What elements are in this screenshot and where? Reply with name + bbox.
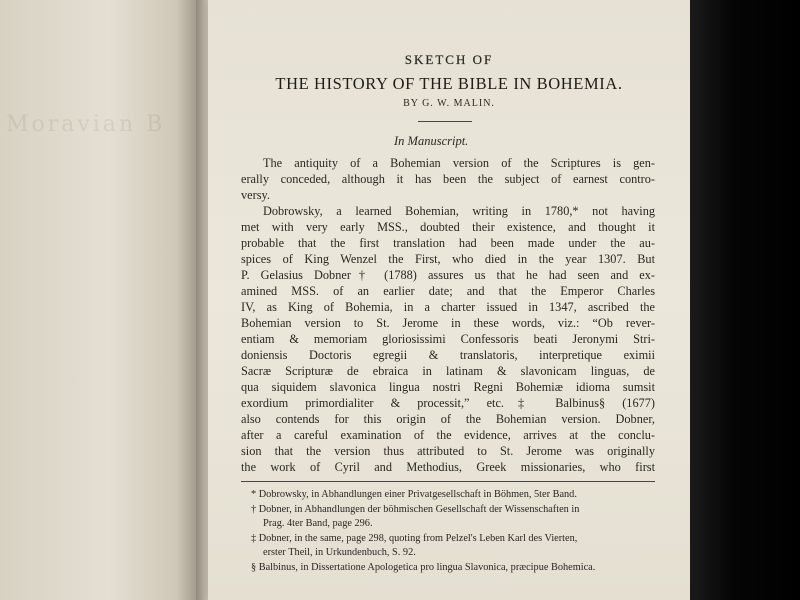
title-kicker: SKETCH OF [404, 52, 494, 67]
body-line: erally conceded, although it has been the subject of earnest contro- [241, 172, 655, 186]
body-line: Bohemian version to St. Jerome in these words, viz.: “Ob rever- [241, 316, 655, 330]
left-page-ghost-text: Moravian B [6, 112, 166, 137]
left-page [0, 0, 200, 600]
body-line: after a careful examination of the evidence, arrives at the conclu- [241, 428, 655, 442]
body-line: amined MSS. of an earlier date; and that the Emperor Charles [241, 284, 655, 298]
body-line: sion that the version thus attributed to St. Jerome was originally [241, 444, 655, 458]
body-line: also contends for this origin of the Bohemian version. Dobner, [241, 412, 655, 426]
body-line: spices of King Wenzel the First, who died in the year 1307. But [241, 252, 655, 266]
author-byline: BY G. W. MALIN. [403, 98, 495, 109]
body-line: qua siquidem slavonica lingua nostri Regni Bohemiæ idioma sumsit [241, 380, 655, 394]
background-shadow [690, 0, 800, 600]
body-line: Dobrowsky, a learned Bohemian, writing in 1780,* not having [263, 204, 655, 218]
footnote: * Dobrowsky, in Abhandlungen einer Privatgesellschaft in Böhmen, 5ter Band. [251, 489, 577, 500]
body-line: The antiquity of a Bohemian version of the Scriptures is gen- [263, 156, 655, 170]
footnote-continuation: Prag. 4ter Band, page 296. [263, 518, 373, 529]
right-page [208, 0, 690, 600]
footnote: † Dobner, in Abhandlungen der böhmischen Gesellschaft der Wissenschaften in [251, 504, 580, 515]
body-line: met with very early MSS., doubted their existence, and thought it [241, 220, 655, 234]
body-line: Sacræ Scripturæ de ebraica in latinam & slavonicam linguas, de [241, 364, 655, 378]
body-line: probable that the first translation had been made under the au- [241, 236, 655, 250]
body-line: IV, as King of Bohemia, in a charter issued in 1347, ascribed the [241, 300, 655, 314]
body-line: entiam & memoriam gloriosissimi Confessoris beati Jeronymi Stri- [241, 332, 655, 346]
page-title: THE HISTORY OF THE BIBLE IN BOHEMIA. [275, 74, 623, 93]
body-line: the work of Cyril and Methodius, Greek missionaries, who first [241, 460, 655, 474]
section-heading: In Manuscript. [394, 134, 469, 148]
body-line: exordium primordialiter & processit,” etc.‡ Balbinus§ (1677) [241, 396, 655, 410]
body-line: P. Gelasius Dobner† (1788) assures us that he had seen and ex- [241, 268, 655, 282]
body-line: doniensis Doctoris egregii & translatoris, interpretique eximii [241, 348, 655, 362]
title-divider [418, 121, 472, 122]
footnote-continuation: erster Theil, in Urkundenbuch, S. 92. [263, 547, 416, 558]
footnote: ‡ Dobner, in the same, page 298, quoting from Pelzel's Leben Karl des Vierten, [251, 533, 578, 544]
footnote: § Balbinus, in Dissertatione Apologetica pro lingua Slavonica, præcipue Bohemica. [251, 562, 596, 573]
body-line: versy. [241, 188, 270, 202]
footnote-divider [241, 481, 655, 482]
